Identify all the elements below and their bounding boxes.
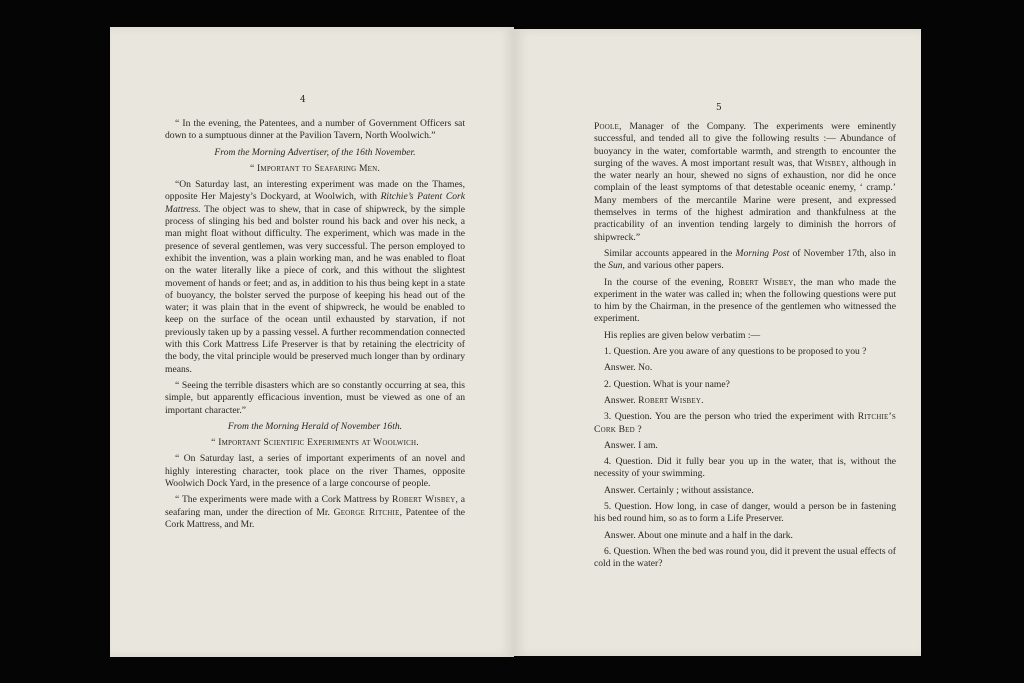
- paragraph: “ In the evening, the Patentees, and a number of Government Officers sat down to a sumptuous dinner at the Pavilion Tavern, North Woolwich.”: [165, 118, 465, 142]
- paragraph: “ The experiments were made with a Cork Mattress by Robert Wisbey, a seafaring man, under the direction of Mr. George Ritchie, Patentee of the Cork Mattress, and Mr.: [165, 494, 465, 530]
- paragraph: In the course of the evening, Robert Wisbey, the man who made the experiment in the water was called in; when the following questions were put to him by the Chairman, in the presence of the gentlemen who witnessed the experiment.: [594, 276, 896, 325]
- answer: Answer. No.: [604, 362, 653, 374]
- paragraph: His replies are given below verbatim :—: [604, 329, 761, 341]
- right-page: [514, 29, 921, 656]
- paragraph: Poole, Manager of the Company. The experiments were eminently successful, and tended all to give the following results :— Abundance of buoyancy in the water, comfortable warmth, and strength to encounter the surging of the waves. A most important result was, that Wisbey, although in the water nearly an hour, shewed no signs of exhaustion, nor did he once complain of the least symptoms of that detestable oceanic enemy, ‘ cramp.’ Many members of the mercantile Marine were present, and expressed themselves in terms of the highest admiration and thankfulness at the practicability of an invention tending largely to diminish the horrors of shipwreck.”: [594, 121, 896, 243]
- paragraph: “ On Saturday last, a series of important experiments of an novel and highly interesting character, took place on the river Thames, opposite Woolwich Dock Yard, in the presence of a large concourse of people.: [165, 453, 465, 490]
- question: 3. Question. You are the person who tried the experiment with Ritchie’s Cork Bed ?: [594, 411, 896, 435]
- question: 5. Question. How long, in case of danger, would a person be in fastening his bed round him, so as to form a Life Preserver.: [594, 501, 896, 525]
- answer: Answer. About one minute and a half in the dark.: [604, 529, 793, 541]
- question: 1. Question. Are you aware of any questions to be proposed to you ?: [604, 346, 867, 358]
- question: 4. Question. Did it fully bear you up in the water, that is, without the necessity of your swimming.: [594, 456, 896, 480]
- source-line: From the Morning Advertiser, of the 16th November.: [214, 146, 416, 158]
- source-line: From the Morning Herald of November 16th.: [227, 420, 403, 432]
- paragraph: Similar accounts appeared in the Morning Post of November 17th, also in the Sun, and various other papers.: [594, 247, 896, 272]
- question: 6. Question. When the bed was round you, did it prevent the usual effects of cold in the water?: [594, 545, 896, 570]
- page-number: 4: [300, 95, 306, 105]
- answer: Answer. I am.: [604, 439, 658, 451]
- page-number: 5: [716, 103, 722, 113]
- paragraph: “ Seeing the terrible disasters which are so constantly occurring at sea, this simple, but apparently efficacious invention, must be viewed as one of an important character.”: [165, 379, 465, 416]
- section-heading: “ Important to Seafaring Men.: [249, 162, 381, 174]
- answer: Answer. Robert Wisbey.: [604, 394, 704, 406]
- left-page: [110, 27, 514, 657]
- section-heading: “ Important Scientific Experiments at Woolwich.: [211, 437, 419, 449]
- text-column: [594, 121, 896, 575]
- answer: Answer. Certainly ; without assistance.: [604, 484, 754, 496]
- paragraph: “On Saturday last, an interesting experiment was made on the Thames, opposite Her Majesty’s Dockyard, at Woolwich, with Ritchie’s Patent Cork Mattress. The object was to shew, that in case of shipwreck, by the simple process of slinging his bed and bolster round his back and over his neck, a man might float without difficulty. The experiment, which was made in the presence of several gentlemen, was very successful. The person employed to exhibit the invention, was a plain working man, and he was enabled to float on the water literally like a piece of cork, and this without the slightest movement of hands or feet; and as, in addition to his thus being kept in a state of buoyancy, the bolster served the purpose of keeping his head out of the water; it was plain that in the event of shipwreck, he would be enabled to keep on the surface of the ocean until exhausted by starvation, if not previously taken up by a passing vessel. A further recommendation connected with this Cork Mattress Life Preserver is that by retaining the electricity of the body, the vital principle would be preserved much longer than by ordinary means.: [165, 179, 466, 375]
- text-column: [165, 118, 465, 535]
- question: 2. Question. What is your name?: [604, 378, 730, 390]
